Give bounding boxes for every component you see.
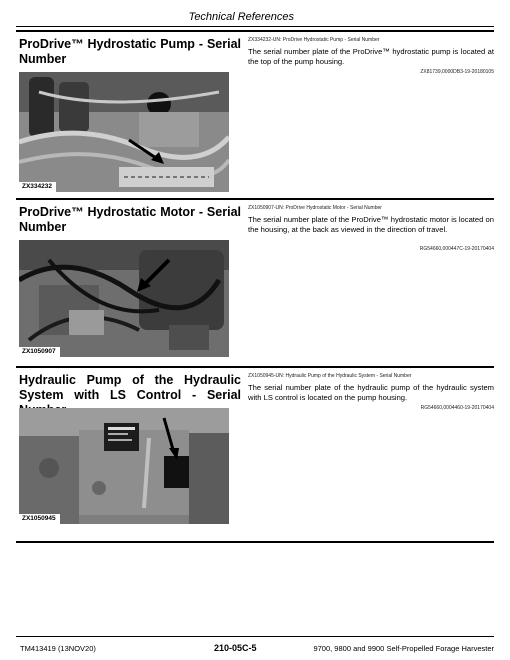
section-hydrostatic-motor: [16, 198, 494, 364]
page-footer: [16, 636, 494, 657]
manual-number: TM413419 (13NOV20): [20, 644, 96, 653]
image-tag: ZX334232: [19, 182, 56, 192]
section-description: The serial number plate of the hydraulic pump of the hydraulic system with LS control is located on the pump housing.: [248, 383, 494, 402]
figure-reference: ZX1050907-UN: ProDrive Hydrostatic Motor - Serial Number: [248, 205, 382, 211]
pump-photo: [19, 72, 229, 192]
header-title: Technical References: [188, 11, 294, 23]
document-code: RG54660,000447C-19-20170404: [419, 246, 494, 252]
section-hydrostatic-pump: [16, 30, 494, 196]
hydraulic-pump-photo: [19, 408, 229, 524]
page-header: [16, 0, 494, 27]
section-title: Hydraulic Pump of the Hydraulic System with LS Control - Serial: [19, 373, 241, 402]
document-code: RG54660,0004460-19-20170404: [420, 405, 494, 411]
section-description: The serial number plate of the ProDrive™ hydrostatic motor is located on the housing, at the back as viewed in the direction of travel.: [248, 215, 494, 234]
image-tag: ZX1050945: [19, 514, 60, 524]
section-hydraulic-pump: [16, 366, 494, 538]
section-title: ProDrive™ Hydrostatic Pump - Serial Number: [19, 37, 241, 66]
page-number: 210-05C-5: [214, 643, 257, 653]
figure-reference: ZX1050945-UN: Hydraulic Pump of the Hydraulic System - Serial Number: [248, 373, 412, 379]
content-end-rule: [16, 541, 494, 543]
motor-photo: [19, 240, 229, 357]
image-tag: ZX1050907: [19, 347, 60, 357]
section-title: ProDrive™ Hydrostatic Motor - Serial Number: [19, 205, 241, 234]
section-description: The serial number plate of the ProDrive™ hydrostatic pump is located at the top of the pump housing.: [248, 47, 494, 66]
model-line: 9700, 9800 and 9900 Self-Propelled Forage Harvester: [313, 644, 494, 653]
figure-reference: ZX334232-UN: ProDrive Hydrostatic Pump - Serial Number: [248, 37, 380, 43]
document-code: ZX81739,0000DB3-19-20180105: [420, 69, 494, 75]
